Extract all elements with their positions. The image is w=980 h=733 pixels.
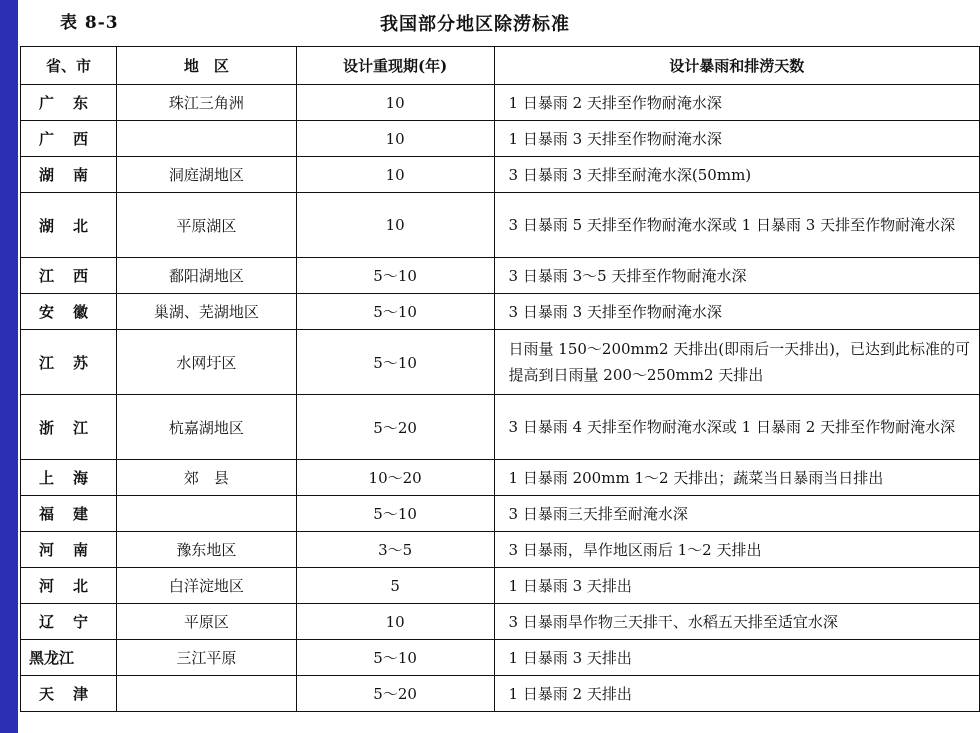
province-cell: 天 津 [21, 676, 117, 712]
province-cell: 河 南 [21, 532, 117, 568]
province-cell: 广 东 [21, 85, 117, 121]
province-cell: 湖 南 [21, 157, 117, 193]
left-accent-bar [0, 0, 18, 733]
page-title: 我国部分地区除涝标准 [380, 14, 570, 35]
province-cell: 浙 江 [21, 395, 117, 460]
period-cell: 5～10 [296, 640, 494, 676]
region-cell: 洞庭湖地区 [116, 157, 296, 193]
period-cell: 5～20 [296, 676, 494, 712]
region-cell: 白洋淀地区 [116, 568, 296, 604]
period-cell: 10 [296, 85, 494, 121]
table-number: 表 8-3 [60, 13, 119, 33]
description-cell: 日雨量 150～200mm2 天排出(即雨后一天排出)，已达到此标准的可提高到日雨量 200～250mm2 天排出 [494, 330, 979, 395]
description-cell: 1 日暴雨 200mm 1～2 天排出；蔬菜当日暴雨当日排出 [494, 460, 979, 496]
region-cell [116, 496, 296, 532]
header-region: 地 区 [116, 47, 296, 85]
description-cell: 3 日暴雨 4 天排至作物耐淹水深或 1 日暴雨 2 天排至作物耐淹水深 [494, 395, 979, 460]
period-cell: 5 [296, 568, 494, 604]
table-row [21, 121, 980, 157]
table-row [21, 604, 980, 640]
table-row [21, 193, 980, 258]
table-row [21, 640, 980, 676]
table-row [21, 532, 980, 568]
province-cell: 安 徽 [21, 294, 117, 330]
region-cell [116, 676, 296, 712]
period-cell: 5～20 [296, 395, 494, 460]
period-cell: 5～10 [296, 258, 494, 294]
period-cell: 10 [296, 604, 494, 640]
region-cell: 平原区 [116, 604, 296, 640]
region-cell: 杭嘉湖地区 [116, 395, 296, 460]
region-cell: 平原湖区 [116, 193, 296, 258]
description-cell: 3 日暴雨，旱作地区雨后 1～2 天排出 [494, 532, 979, 568]
region-cell: 郊 县 [116, 460, 296, 496]
description-cell: 1 日暴雨 3 天排至作物耐淹水深 [494, 121, 979, 157]
region-cell: 鄱阳湖地区 [116, 258, 296, 294]
description-cell: 3 日暴雨 3 天排至耐淹水深(50mm) [494, 157, 979, 193]
province-cell: 上 海 [21, 460, 117, 496]
period-cell: 5～10 [296, 294, 494, 330]
table-row [21, 330, 980, 395]
period-cell: 10 [296, 157, 494, 193]
province-cell: 江 西 [21, 258, 117, 294]
table-row [21, 85, 980, 121]
period-cell: 10 [296, 193, 494, 258]
region-cell: 三江平原 [116, 640, 296, 676]
description-cell: 1 日暴雨 3 天排出 [494, 568, 979, 604]
province-cell: 福 建 [21, 496, 117, 532]
description-cell: 3 日暴雨 3 天排至作物耐淹水深 [494, 294, 979, 330]
table-row [21, 496, 980, 532]
region-cell: 水网圩区 [116, 330, 296, 395]
drainage-standards-table [20, 46, 980, 712]
region-cell: 豫东地区 [116, 532, 296, 568]
table-row [21, 676, 980, 712]
header-description: 设计暴雨和排涝天数 [494, 47, 979, 85]
header-province: 省、市 [21, 47, 117, 85]
region-cell [116, 121, 296, 157]
table-row [21, 294, 980, 330]
description-cell: 1 日暴雨 2 天排出 [494, 676, 979, 712]
table-row [21, 568, 980, 604]
period-cell: 5～10 [296, 496, 494, 532]
description-cell: 3 日暴雨旱作物三天排干、水稻五天排至适宜水深 [494, 604, 979, 640]
description-cell: 3 日暴雨 5 天排至作物耐淹水深或 1 日暴雨 3 天排至作物耐淹水深 [494, 193, 979, 258]
description-cell: 1 日暴雨 2 天排至作物耐淹水深 [494, 85, 979, 121]
header-period: 设计重现期(年) [296, 47, 494, 85]
description-cell: 1 日暴雨 3 天排出 [494, 640, 979, 676]
table-row [21, 395, 980, 460]
period-cell: 10～20 [296, 460, 494, 496]
province-cell: 湖 北 [21, 193, 117, 258]
period-cell: 3～5 [296, 532, 494, 568]
region-cell: 珠江三角洲 [116, 85, 296, 121]
province-cell: 黑龙江 [21, 640, 117, 676]
table-row [21, 460, 980, 496]
table-row [21, 258, 980, 294]
region-cell: 巢湖、芜湖地区 [116, 294, 296, 330]
province-cell: 辽 宁 [21, 604, 117, 640]
period-cell: 5～10 [296, 330, 494, 395]
period-cell: 10 [296, 121, 494, 157]
province-cell: 河 北 [21, 568, 117, 604]
table-row [21, 157, 980, 193]
description-cell: 3 日暴雨三天排至耐淹水深 [494, 496, 979, 532]
province-cell: 江 苏 [21, 330, 117, 395]
table-header-row [21, 47, 980, 85]
description-cell: 3 日暴雨 3～5 天排至作物耐淹水深 [494, 258, 979, 294]
province-cell: 广 西 [21, 121, 117, 157]
